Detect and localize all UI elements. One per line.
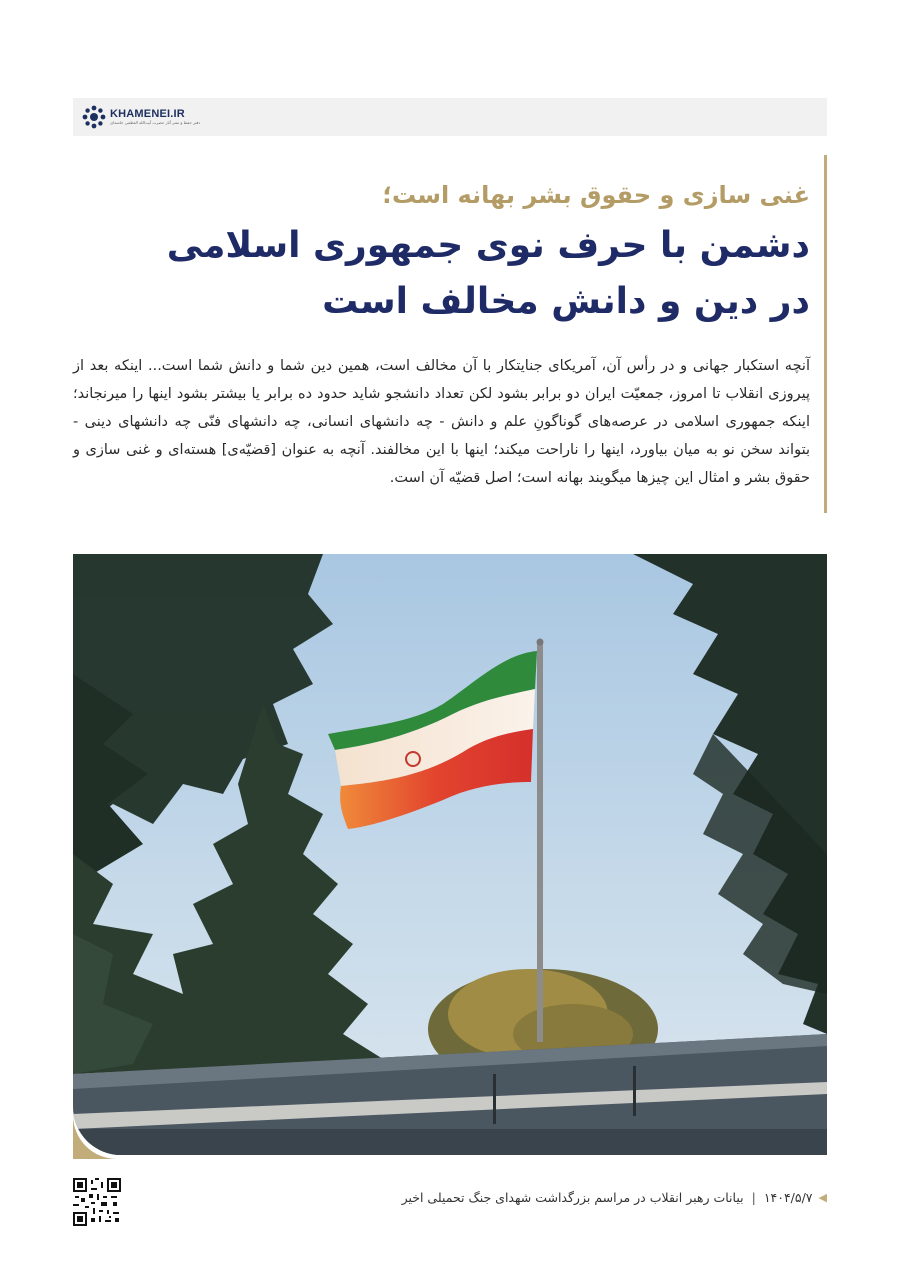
site-logo[interactable] xyxy=(81,104,200,130)
article-body: آنچه استکبار جهانی و در رأس آن، آمریکای جنایتکار با آن مخالف است، همین دین شما و دانش شما است... اینکه بعد از پیروزی انقلاب تا امروز، جمعیّت ایران دو برابر بشود لکن تعداد دانشجو شاید حدود ده برابر یا بیشتر بشود اینها را میرنجاند؛ اینکه جمهوری اسلامی در عرصه‌های گوناگونِ علم و دانش - چه دانشهای انسانی، چه دانشهای فنّی چه دانشهای دینی - بتواند سخن نو به میان بیاورد، اینها را ناراحت میکند؛ اینها با این مخالفند. آنچه به عنوان [قضیّه‌ی] هسته‌ای و غنی سازی و حقوق بشر و امثال این چیزها میگویند بهانه است؛ اصل قضیّه آن است. xyxy=(73,358,810,486)
title-line-1: دشمن با حرف نوی جمهوری اسلامی xyxy=(166,225,810,266)
accent-divider xyxy=(824,155,827,513)
logo-subtitle: دفتر حفظ و نشر آثار حضرت آیت‌الله العظمی خامنه‌ای xyxy=(110,120,201,125)
article-title xyxy=(73,218,810,330)
article-subtitle: غنی سازی و حقوق بشر بهانه است؛ xyxy=(382,181,810,209)
photo-illustration xyxy=(73,554,827,1155)
caption-arrow-icon: ◀ xyxy=(818,1191,827,1204)
flag-photo xyxy=(73,554,827,1155)
flag-pole xyxy=(537,642,543,1042)
footer-caption xyxy=(402,1190,827,1205)
qr-code-icon[interactable] xyxy=(73,1178,121,1226)
caption-text: بیانات رهبر انقلاب در مراسم بزرگداشت شهدای جنگ تحمیلی اخیر xyxy=(401,1190,744,1205)
logo-name: KHAMENEI.IR xyxy=(110,108,185,120)
header-bar xyxy=(73,98,827,136)
caption-separator: | xyxy=(751,1190,756,1205)
article-text xyxy=(73,160,810,492)
logo-emblem-icon xyxy=(81,104,107,130)
corner-accent xyxy=(73,1115,117,1159)
title-line-2: در دین و دانش مخالف است xyxy=(322,281,810,322)
caption-date: ۱۴۰۴/۵/۷ xyxy=(763,1190,813,1205)
